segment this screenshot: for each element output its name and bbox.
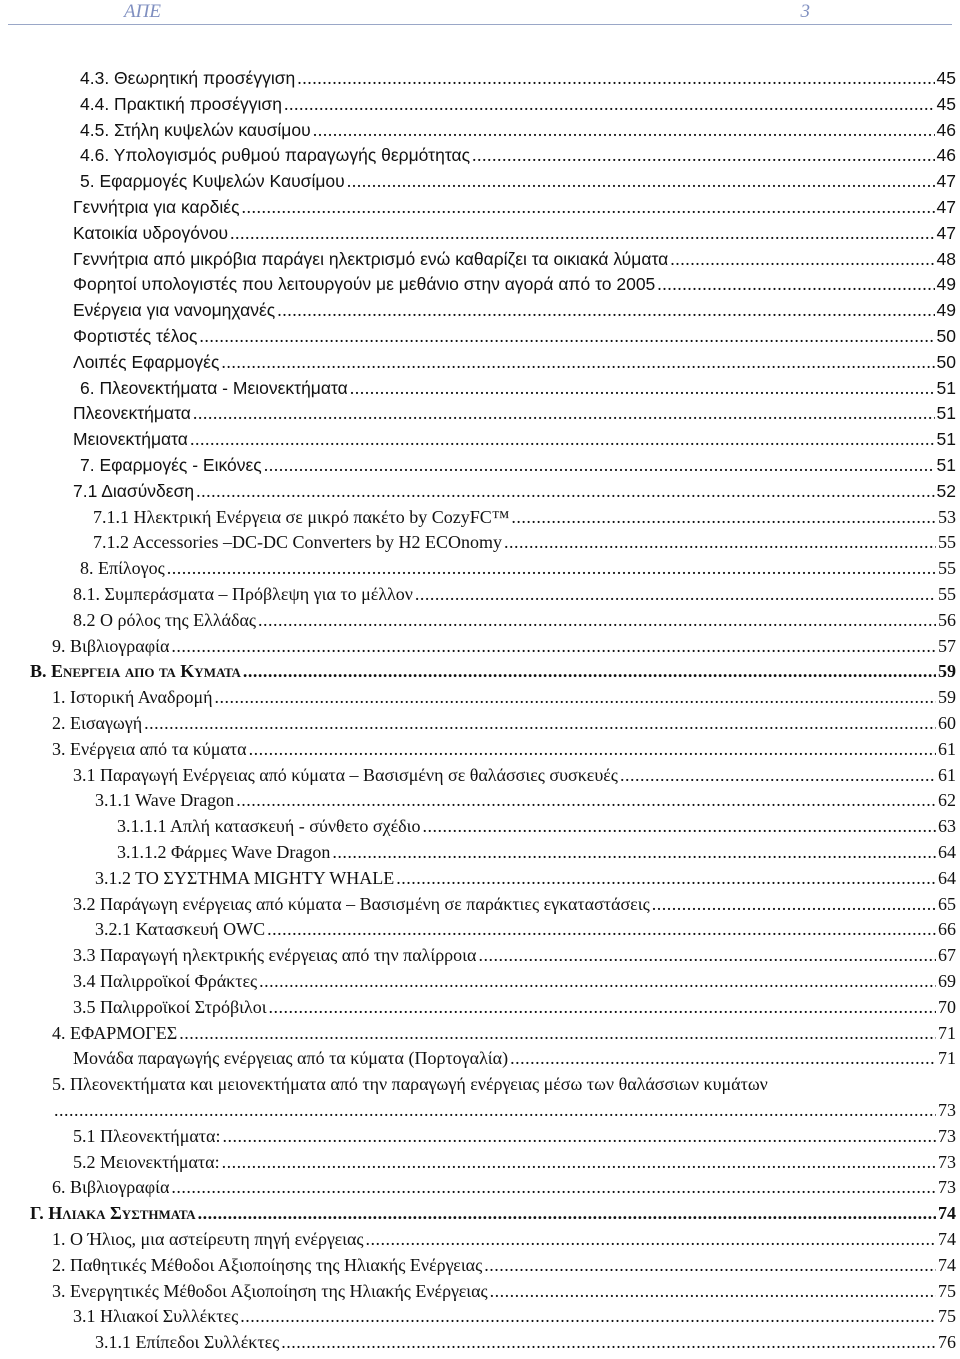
toc-dot-leader <box>350 378 935 399</box>
toc-dot-leader <box>284 94 935 115</box>
toc-entry-page: 71 <box>938 1048 956 1069</box>
toc-entry-title: 7.1.2 Accessories –DC-DC Converters by H2 ECOnomy <box>93 532 502 553</box>
toc-entry[interactable] <box>52 1281 956 1306</box>
toc-dot-leader <box>222 1126 936 1147</box>
toc-entry-page: 73 <box>938 1125 956 1146</box>
toc-entry[interactable] <box>73 584 956 609</box>
toc-entry-page: 73 <box>938 1151 956 1172</box>
toc-entry[interactable] <box>117 842 956 867</box>
toc-entry-title: 4.3. Θεωρητική προσέγγιση <box>80 68 296 88</box>
toc-entry-title: 7. Εφαρμογές - Εικόνες <box>80 455 262 475</box>
toc-entry-title: 4.4. Πρακτική προσέγγιση <box>80 93 282 114</box>
toc-entry-page: 62 <box>938 790 956 811</box>
header-title: ΑΠΕ <box>124 1 161 22</box>
toc-entry-page: 74 <box>938 1229 956 1249</box>
toc-entry-title: 7.1 Διασύνδεση <box>73 480 195 501</box>
toc-entry-title: 3.2.1 Κατασκευή OWC <box>95 919 266 940</box>
toc-dot-leader <box>167 558 936 579</box>
toc-dot-leader <box>230 223 935 244</box>
toc-entry-page: 61 <box>938 738 956 759</box>
toc-entry-title: 3.1.1 Επίπεδοι Συλλέκτες <box>95 1332 280 1353</box>
toc-entry-title: Φορτιστές τέλος <box>73 326 198 346</box>
toc-entry[interactable] <box>52 739 956 764</box>
toc-dot-leader <box>347 171 935 192</box>
toc-entry-page: 59 <box>938 687 956 708</box>
toc-entry-page: 47 <box>936 222 956 243</box>
toc-entry[interactable] <box>73 945 956 970</box>
toc-entry-title: 8. Επίλογος <box>80 558 165 579</box>
toc-entry[interactable] <box>95 1332 956 1357</box>
toc-entry-page: 55 <box>938 584 956 604</box>
toc-entry[interactable] <box>73 274 956 299</box>
toc-dot-leader <box>222 1152 936 1173</box>
toc-entry-title: Κατοικία υδρογόνου <box>73 222 229 243</box>
toc-dot-leader <box>171 636 936 657</box>
toc-dot-leader <box>510 1048 936 1069</box>
toc-entry[interactable] <box>80 171 956 196</box>
toc-entry[interactable] <box>30 1203 956 1228</box>
toc-entry[interactable] <box>80 120 956 145</box>
toc-entry[interactable] <box>80 145 956 170</box>
toc-entry[interactable] <box>73 481 956 506</box>
toc-entry[interactable] <box>93 507 956 532</box>
toc-dot-leader <box>415 584 936 605</box>
toc-entry-page: 71 <box>938 1022 956 1043</box>
toc-entry-title: 3.1.1.2 Φάρμες Wave Dragon <box>117 842 331 862</box>
toc-entry-page: 64 <box>938 867 956 888</box>
toc-entry-title: 5.1 Πλεονεκτήματα: <box>73 1125 221 1146</box>
toc-entry-page: 73 <box>938 1177 956 1198</box>
toc-dot-leader <box>472 145 934 166</box>
toc-entry-title: 3.1.1 Wave Dragon <box>95 790 235 811</box>
toc-dot-leader <box>259 971 936 992</box>
toc-entry-page: 46 <box>936 119 956 140</box>
toc-entry-page: 51 <box>936 455 956 475</box>
toc-entry[interactable] <box>52 1023 956 1048</box>
toc-dot-leader <box>484 1255 936 1276</box>
toc-entry-page: 55 <box>938 558 956 579</box>
toc-entry-page: 65 <box>938 893 956 914</box>
toc-entry-page: 73 <box>938 1100 956 1120</box>
toc-entry-title: 5. Εφαρμογές Κυψελών Καυσίμου <box>80 171 345 192</box>
toc-entry[interactable] <box>52 1074 956 1099</box>
toc-dot-leader <box>652 894 936 915</box>
toc-entry-title: 8.1. Συμπεράσματα – Πρόβλεψη για το μέλλον <box>73 584 413 604</box>
toc-dot-leader <box>240 1306 936 1327</box>
toc-entry[interactable] <box>95 790 956 815</box>
toc-entry[interactable] <box>80 68 956 93</box>
toc-dot-leader <box>396 868 936 889</box>
toc-entry[interactable] <box>95 868 956 893</box>
toc-dot-leader <box>243 661 936 682</box>
toc-dot-leader <box>269 997 936 1018</box>
toc-dot-leader <box>657 274 934 295</box>
toc-dot-leader <box>297 68 934 89</box>
page-header <box>8 0 952 25</box>
toc-entry-title: 5. Πλεονεκτήματα και μειονεκτήματα από την παραγωγή ενέργειας μέσω των θαλάσσιων κυμάτων <box>52 1074 768 1095</box>
toc-entry-title: Β. Ενεργεια απο τα Κυματα <box>30 661 241 682</box>
toc-entry-title: 2. Παθητικές Μέθοδοι Αξιοποίησης της Ηλιακής Ενέργειας <box>52 1254 483 1275</box>
toc-entry[interactable] <box>73 997 956 1022</box>
toc-entry-title: 3.5 Παλιρροϊκοί Στρόβιλοι <box>73 996 267 1017</box>
toc-entry[interactable] <box>73 249 956 274</box>
toc-entry[interactable] <box>73 300 956 325</box>
toc-entry-page: 60 <box>938 713 956 733</box>
toc-entry-title: 3.1 Ηλιακοί Συλλέκτες <box>73 1306 239 1327</box>
toc-entry-page: 56 <box>938 609 956 630</box>
toc-entry-title: 4. ΕΦΑΡΜΟΓΕΣ <box>52 1022 178 1043</box>
toc-entry[interactable] <box>52 687 956 712</box>
toc-dot-leader <box>277 300 934 321</box>
toc-entry-title: 9. Βιβλιογραφία <box>52 635 170 656</box>
toc-entry-title: Μειονεκτήματα <box>73 429 188 450</box>
toc-entry-page: 49 <box>936 274 956 295</box>
toc-entry[interactable] <box>117 816 956 841</box>
toc-entry-page: 46 <box>936 145 956 166</box>
toc-entry[interactable] <box>52 1229 956 1254</box>
toc-entry-page: 70 <box>938 996 956 1017</box>
toc-dot-leader <box>332 842 936 863</box>
toc-entry[interactable] <box>95 919 956 944</box>
toc-dot-leader <box>313 120 935 141</box>
toc-entry[interactable] <box>52 1100 956 1125</box>
toc-entry-page: 57 <box>938 635 956 656</box>
toc-dot-leader <box>478 945 936 966</box>
toc-entry-title: 4.6. Υπολογισμός ρυθμού παραγωγής θερμότητας <box>80 145 471 166</box>
toc-entry-page: 47 <box>936 197 956 217</box>
toc-entry-page: 59 <box>938 661 956 682</box>
toc-entry-title: Λοιπές Εφαρμογές <box>73 351 220 372</box>
toc-dot-leader <box>504 532 936 553</box>
toc-entry-title: 3.3 Παραγωγή ηλεκτρικής ενέργειας από την παλίρροια <box>73 945 477 966</box>
toc-entry[interactable] <box>52 1177 956 1202</box>
toc-dot-leader <box>221 352 934 373</box>
toc-entry[interactable] <box>93 532 956 557</box>
toc-entry-page: 51 <box>936 377 956 398</box>
toc-dot-leader <box>490 1281 936 1302</box>
toc-dot-leader <box>193 403 935 424</box>
toc-entry-title: 3.1.2 ΤΟ ΣΥΣΤΗΜΑ MIGHTY WHALE <box>95 867 395 888</box>
header-page-number: 3 <box>800 1 810 22</box>
toc-dot-leader <box>670 249 934 270</box>
toc-entry[interactable] <box>73 326 956 351</box>
toc-entry[interactable] <box>80 94 956 119</box>
toc-entry-page: 48 <box>936 248 956 269</box>
toc-entry-title: Γεννήτρια για καρδιές <box>73 197 240 217</box>
toc-entry-page: 45 <box>936 93 956 114</box>
toc-dot-leader <box>620 765 936 786</box>
toc-entry[interactable] <box>52 1255 956 1280</box>
toc-entry-page: 51 <box>936 429 956 450</box>
toc-dot-leader <box>366 1229 936 1250</box>
toc-entry-page: 55 <box>938 532 956 553</box>
toc-dot-leader <box>249 739 936 760</box>
toc-entry-title: Φορητοί υπολογιστές που λειτουργούν με μεθάνιο στην αγορά από το 2005 <box>73 274 656 295</box>
toc-entry-title: Ενέργεια για νανομηχανές <box>73 300 276 321</box>
toc-dot-leader <box>171 1177 936 1198</box>
toc-entry-page: 74 <box>938 1254 956 1275</box>
toc-entry-title: 4.5. Στήλη κυψελών καυσίμου <box>80 119 311 140</box>
toc-entry-page: 51 <box>936 403 956 424</box>
toc-dot-leader <box>144 713 936 734</box>
toc-entry-title: 7.1.1 Ηλεκτρική Ενέργεια σε μικρό πακέτο by CozyFC™ <box>93 506 510 527</box>
toc-entry[interactable] <box>80 455 956 480</box>
toc-entry-page: 75 <box>938 1306 956 1327</box>
toc-entry[interactable] <box>52 636 956 661</box>
toc-entry[interactable] <box>73 610 956 635</box>
toc-entry[interactable] <box>73 971 956 996</box>
toc-entry-page: 50 <box>936 351 956 372</box>
toc-dot-leader <box>258 610 936 631</box>
toc-dot-leader <box>511 507 936 528</box>
toc-entry-title: 6. Πλεονεκτήματα - Μειονεκτήματα <box>80 377 348 398</box>
toc-entry-title: 3.1.1.1 Απλή κατασκευή - σύνθετο σχέδιο <box>117 816 421 837</box>
toc-entry[interactable] <box>73 1048 956 1073</box>
toc-dot-leader <box>236 790 936 811</box>
toc-entry-page: 63 <box>938 816 956 837</box>
toc-dot-leader <box>264 455 935 476</box>
toc-entry[interactable] <box>73 1126 956 1151</box>
toc-entry[interactable] <box>73 403 956 428</box>
toc-dot-leader <box>190 429 935 450</box>
toc-entry[interactable] <box>73 765 956 790</box>
toc-entry-page: 47 <box>936 171 956 192</box>
toc-entry-title: 1. Ιστορική Αναδρομή <box>52 687 213 708</box>
toc-entry-title: 3.1 Παραγωγή Ενέργειας από κύματα – Βασισμένη σε θαλάσσιες συσκευές <box>73 764 618 785</box>
toc-entry[interactable] <box>80 558 956 583</box>
toc-dot-leader <box>267 919 936 940</box>
toc-entry-title: 5.2 Μειονεκτήματα: <box>73 1151 220 1172</box>
toc-entry-title: 6. Βιβλιογραφία <box>52 1177 170 1198</box>
toc-entry[interactable] <box>52 713 956 738</box>
toc-entry-title: Γ. Ηλιακα Συστηματα <box>30 1203 196 1224</box>
toc-entry-page: 67 <box>938 945 956 966</box>
toc-dot-leader <box>215 687 936 708</box>
toc-dot-leader <box>196 481 934 502</box>
toc-entry-title: Μονάδα παραγωγής ενέργειας από τα κύματα (Πορτογαλία) <box>73 1048 509 1069</box>
toc-entry-page: 53 <box>938 506 956 527</box>
toc-entry-page: 52 <box>936 480 956 501</box>
toc-entry-page: 75 <box>938 1280 956 1301</box>
toc-entry-title: Γεννήτρια από μικρόβια παράγει ηλεκτρισμό ενώ καθαρίζει τα οικιακά λύματα <box>73 248 669 269</box>
toc-entry[interactable] <box>73 223 956 248</box>
toc-dot-leader <box>198 1203 936 1224</box>
toc-entry-title: 1. Ο Ήλιος, μια αστείρευτη πηγή ενέργειας <box>52 1229 364 1249</box>
toc-entry-page: 49 <box>936 300 956 321</box>
toc-entry-page: 61 <box>938 764 956 785</box>
toc-entry[interactable] <box>30 661 956 686</box>
toc-entry-title: 3.2 Παράγωγη ενέργειας από κύματα – Βασισμένη σε παράκτιες εγκαταστάσεις <box>73 893 650 914</box>
toc-entry-title: 3. Ενέργεια από τα κύματα <box>52 738 247 759</box>
toc-entry-page: 64 <box>938 842 956 862</box>
toc-entry[interactable] <box>73 1306 956 1331</box>
toc-entry-title: 3.4 Παλιρροϊκοί Φράκτες <box>73 971 258 991</box>
toc-entry-page: 69 <box>938 971 956 991</box>
toc-entry-page: 66 <box>938 919 956 940</box>
toc-dot-leader <box>422 816 936 837</box>
toc-entry[interactable] <box>73 894 956 919</box>
toc-entry-title: 2. Εισαγωγή <box>52 713 143 733</box>
toc-dot-leader <box>199 326 934 347</box>
toc-entry-page: 74 <box>938 1203 956 1224</box>
toc-entry[interactable] <box>80 378 956 403</box>
toc-entry-page: 45 <box>936 68 956 88</box>
toc-entry-page: 76 <box>938 1332 956 1353</box>
toc-entry-title: Πλεονεκτήματα <box>73 403 191 424</box>
toc-entry[interactable] <box>73 352 956 377</box>
toc-dot-leader <box>242 197 935 218</box>
toc-dot-leader <box>281 1332 936 1353</box>
toc-entry-title: 3. Ενεργητικές Μέθοδοι Αξιοποίηση της Ηλιακής Ενέργειας <box>52 1280 488 1301</box>
toc-entry[interactable] <box>73 429 956 454</box>
toc-entry[interactable] <box>73 197 956 222</box>
toc-entry-page: 50 <box>936 326 956 346</box>
toc-entry-title: 8.2 Ο ρόλος της Ελλάδας <box>73 609 257 630</box>
toc-dot-leader <box>54 1100 936 1121</box>
toc-dot-leader <box>179 1023 936 1044</box>
toc-entry[interactable] <box>73 1152 956 1177</box>
